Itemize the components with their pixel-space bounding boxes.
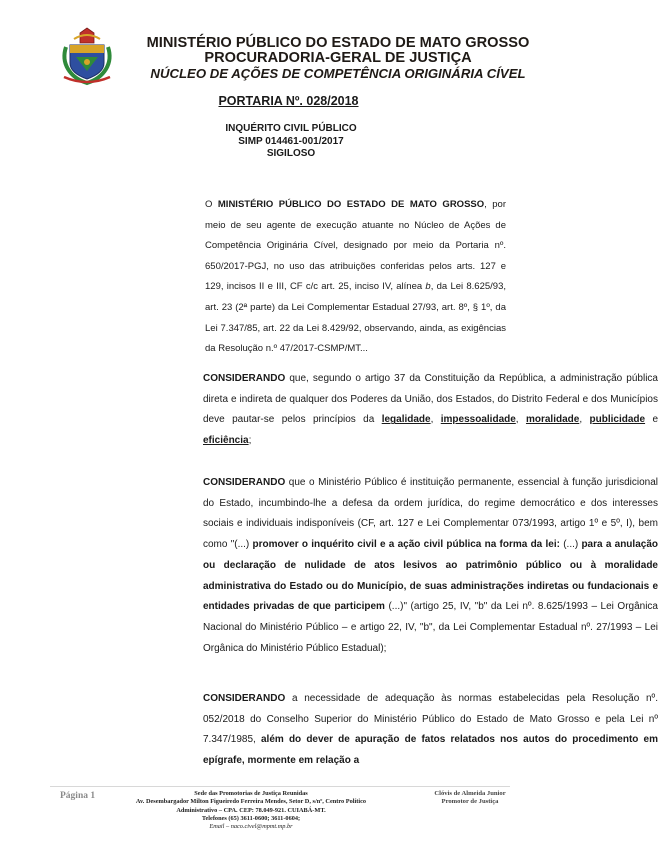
- considerando-label: CONSIDERANDO: [203, 373, 286, 384]
- paragraph-bold-text: promover o inquérito civil e a ação civil pública na forma da lei:: [252, 539, 560, 551]
- footer-line: Av. Desembargador Milton Figueiredo Ferreira Mendes, Setor D, s/nº, Centro Político: [135, 798, 367, 806]
- separator: ,: [515, 414, 526, 426]
- intro-text-end: , da Lei 8.625/93, art. 23 (2ª parte) da Lei Complementar Estadual 27/93, art. 8º, § 1º, da Lei 7.347/85, art. 22 da Lei 8.429/92, observando, ainda, as exigências da Resolução n.º 47/2017-CSMP/MT...: [205, 281, 506, 355]
- document-title: PORTARIA Nº. 028/2018: [218, 94, 359, 108]
- separator: ,: [579, 414, 590, 426]
- letterhead-line2: PROCURADORIA-GERAL DE JUSTIÇA: [204, 50, 472, 66]
- separator: ,: [430, 414, 441, 426]
- principle-impessoalidade: impessoalidade: [440, 414, 516, 426]
- separator: e: [645, 414, 658, 426]
- footer-divider: [50, 786, 510, 787]
- case-info: [191, 123, 391, 161]
- footer-address: [132, 790, 370, 831]
- intro-italic: b: [425, 281, 431, 293]
- intro-institution: MINISTÉRIO PÚBLICO DO ESTADO DE MATO GROSSO: [217, 199, 485, 210]
- considerando-paragraph-2: [51, 473, 658, 659]
- separator: ;: [248, 435, 252, 447]
- footer-line: Administrativo – CPA. CEP: 78.049-921. CUIABÁ-MT.: [176, 806, 326, 814]
- signatory-role: Promotor de Justiça: [441, 798, 499, 806]
- footer-email: Email – naco.civel@mpmt.mp.br: [209, 823, 293, 831]
- paragraph-text: que o Ministério Público é instituição permanente, essencial à função jurisdicional do Estado, incumbindo-lhe a defesa da ordem jurídica, do regime democrático e dos interesses sociais e individuais indisponíveis (CF, art. 127 e Lei Complementar 073/1993, artigo 1º e 5º, I), bem como "(...): [203, 477, 658, 551]
- considerando-paragraph-3: [51, 689, 658, 772]
- letterhead-line1: MINISTÉRIO PÚBLICO DO ESTADO DE MATO GROSSO: [146, 35, 530, 51]
- coat-of-arms-icon: [60, 27, 114, 85]
- considerando-label: CONSIDERANDO: [203, 693, 286, 704]
- principle-moralidade: moralidade: [525, 414, 580, 426]
- paragraph-text: (...)" (artigo 25, IV, "b" da Lei nº. 8.625/1993 – Lei Orgânica Nacional do Ministério Público – e artigo 22, IV, "b", da Lei Complementar Estadual nº. 27/1993 – Lei Orgânica do Ministério Público Estadual);: [203, 601, 658, 654]
- intro-text: , por meio de seu agente de execução atuante no Núcleo de Ações de Competência Originária Cível, designado por meio da Portaria nº. 650/2017-PGJ, no uso das atribuições conferidas pelos arts. 127 e 129, incisos II e III, CF c/c art. 25, inciso IV, alínea: [205, 199, 507, 293]
- intro-paragraph: [205, 195, 506, 360]
- letterhead: [118, 36, 558, 81]
- paragraph-bold-text: além do dever de apuração de fatos relatados nos autos do procedimento em epígrafe, mormente em relação a: [203, 734, 658, 767]
- case-type: INQUÉRITO CIVIL PÚBLICO: [225, 123, 357, 134]
- signatory-name: Clóvis de Almeida Junior: [434, 790, 506, 797]
- considerando-paragraph-1: [51, 369, 658, 452]
- principle-legalidade: legalidade: [381, 414, 431, 426]
- case-number: SIMP 014461-001/2017: [238, 135, 344, 147]
- footer-line: Telefones (65) 3611-0600; 3611-0604;: [201, 814, 301, 822]
- principle-eficiencia: eficiência: [203, 435, 249, 447]
- paragraph-text: a necessidade de adequação às normas estabelecidas pela Resolução nº. 052/2018 do Conselho Superior do Ministério Público do Estado de Mato Grosso e pela Lei nº 7.347/1985,: [203, 693, 658, 746]
- confidentiality: SIGILOSO: [266, 148, 316, 159]
- paragraph-bold-text: para a anulação ou declaração de nulidade de atos lesivos ao patrimônio público ou à moralidade administrativa do Estado ou do Município, de suas administrações indiretas ou fundacionais e entidades privadas de que participem: [203, 539, 658, 613]
- page-number: Página 1: [60, 791, 96, 801]
- intro-lead: O: [205, 199, 218, 210]
- letterhead-line3: NÚCLEO DE AÇÕES DE COMPETÊNCIA ORIGINÁRIA CÍVEL: [150, 66, 526, 81]
- paragraph-text: (...): [559, 539, 582, 551]
- footer-signature: [410, 790, 530, 807]
- footer-line: Sede das Promotorias de Justiça Reunidas: [194, 790, 308, 797]
- principle-publicidade: publicidade: [589, 414, 646, 426]
- considerando-label: CONSIDERANDO: [203, 477, 286, 488]
- paragraph-text: que, segundo o artigo 37 da Constituição da República, a administração pública direta e indireta de qualquer dos Poderes da União, dos Estados, do Distrito Federal e dos Municípios deve pautar-se pelos princípios da: [203, 373, 658, 426]
